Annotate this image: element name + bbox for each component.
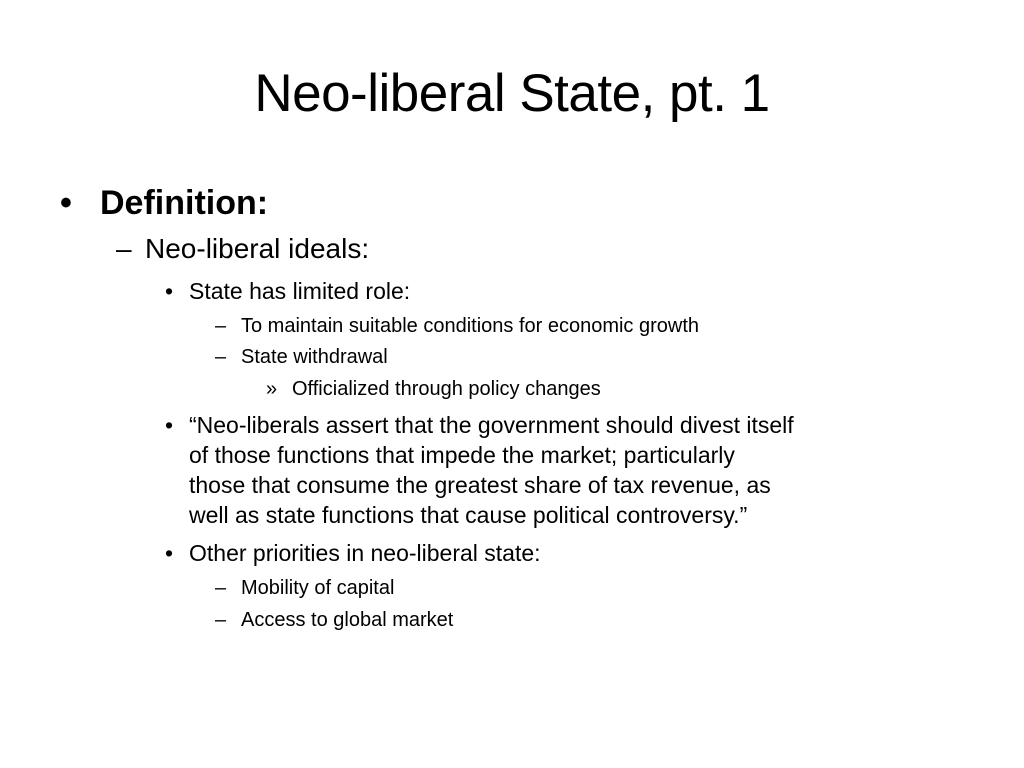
dash-marker: –: [116, 233, 132, 264]
quote-line: “Neo-liberals assert that the government should divest itself: [189, 412, 794, 438]
bullet-marker: •: [165, 412, 174, 438]
quote-text: [189, 410, 794, 530]
bullet-text: To maintain suitable conditions for economic growth: [241, 315, 700, 337]
bullet-text: Neo-liberal ideals:: [145, 233, 370, 264]
quote-line: those that consume the greatest share of tax revenue, as: [189, 472, 771, 498]
dash-marker: –: [215, 315, 227, 337]
bullet-text: Officialized through policy changes: [292, 378, 601, 400]
bullet-marker: •: [165, 278, 174, 304]
dash-marker: –: [215, 346, 227, 368]
quote-line: well as state functions that cause political controversy.”: [189, 502, 748, 528]
bullet-marker: •: [165, 540, 174, 566]
dash-marker: –: [215, 609, 227, 631]
quote-line: of those functions that impede the market; particularly: [189, 442, 735, 468]
slide-title: Neo-liberal State, pt. 1: [254, 64, 770, 123]
dash-marker: –: [215, 577, 227, 599]
bullet-text: Mobility of capital: [241, 577, 395, 599]
bullet-text: Access to global market: [241, 609, 454, 631]
chevron-marker: »: [266, 378, 278, 400]
bullet-text: Other priorities in neo-liberal state:: [189, 540, 541, 566]
bullet-text: State withdrawal: [241, 346, 388, 368]
bullet-text: State has limited role:: [189, 278, 411, 304]
bullet-marker: •: [60, 184, 72, 222]
bullet-text: Definition:: [100, 184, 269, 222]
